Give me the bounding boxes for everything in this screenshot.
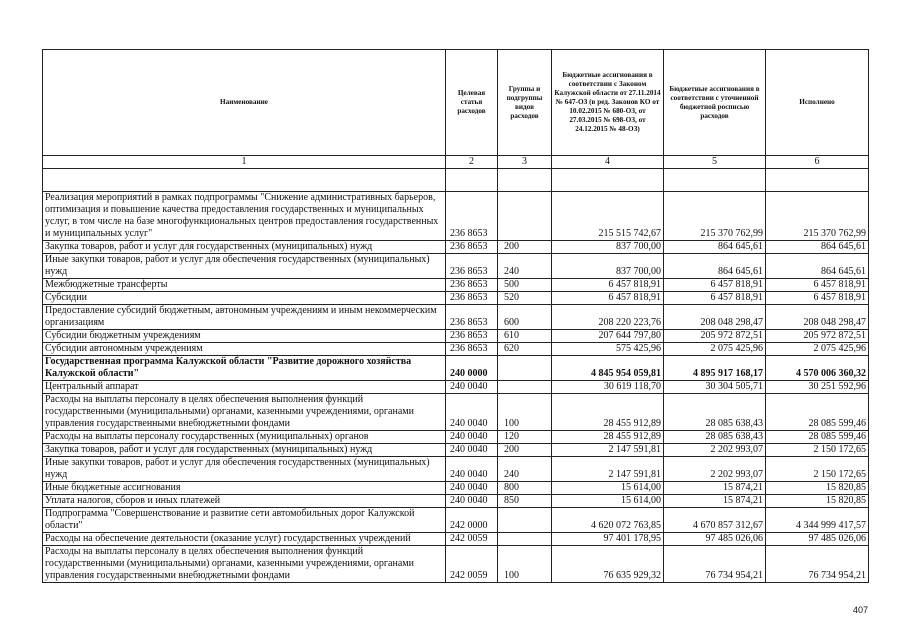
row-group-cell: 500 <box>498 279 552 292</box>
row-refined-cell: 205 972 872,51 <box>664 330 766 343</box>
row-refined-cell: 2 075 425,96 <box>664 343 766 356</box>
row-refined-cell: 2 202 993,07 <box>664 444 766 457</box>
row-refined-cell: 4 670 857 312,67 <box>664 508 766 533</box>
row-code-cell: 236 8653 <box>446 241 498 254</box>
row-group-cell: 600 <box>498 305 552 330</box>
row-name-cell: Иные закупки товаров, работ и услуг для обеспечения государственных (муниципальных) нужд <box>43 254 446 279</box>
row-name-cell: Иные закупки товаров, работ и услуг для обеспечения государственных (муниципальных) нужд <box>43 457 446 482</box>
table-row <box>43 482 869 495</box>
row-executed-cell: 15 820,85 <box>766 495 869 508</box>
row-law-cell: 30 619 118,70 <box>552 381 664 394</box>
row-name-cell: Субсидии бюджетным учреждениям <box>43 330 446 343</box>
row-executed-cell: 864 645,61 <box>766 254 869 279</box>
row-executed-cell: 6 457 818,91 <box>766 279 869 292</box>
row-executed-cell: 864 645,61 <box>766 241 869 254</box>
row-group-cell: 520 <box>498 292 552 305</box>
row-code-cell: 240 0040 <box>446 482 498 495</box>
column-number: 5 <box>664 156 766 169</box>
row-code-cell: 240 0040 <box>446 381 498 394</box>
row-refined-cell: 2 202 993,07 <box>664 457 766 482</box>
row-executed-cell: 4 344 999 417,57 <box>766 508 869 533</box>
table-row <box>43 241 869 254</box>
header-executed: Исполнено <box>766 50 869 156</box>
row-code-cell: 240 0040 <box>446 457 498 482</box>
row-group-cell <box>498 356 552 381</box>
header-law-allocations: Бюджетные ассигнования в соответствии с Законом Калужской области от 27.11.2014 № 647-ОЗ (в ред. Законов КО от 10.02.2015 № 680-ОЗ, от 27.03.2015 № 698-ОЗ, от 24.12.2015 № 48-ОЗ) <box>552 50 664 156</box>
table-body <box>43 192 869 583</box>
table-row <box>43 508 869 533</box>
row-executed-cell: 215 370 762,99 <box>766 192 869 241</box>
row-law-cell: 837 700,00 <box>552 254 664 279</box>
row-group-cell: 240 <box>498 254 552 279</box>
row-law-cell: 215 515 742,67 <box>552 192 664 241</box>
table-row <box>43 457 869 482</box>
row-name-cell: Реализация мероприятий в рамках подпрограммы "Снижение административных барьеров, оптимизация и повышение качества предоставления государственных и муниципальных услуг, в том числе на базе многофункциональных центров предоставления государственных и муниципальных услуг" <box>43 192 446 241</box>
row-name-cell: Закупка товаров, работ и услуг для государственных (муниципальных) нужд <box>43 241 446 254</box>
table-row <box>43 431 869 444</box>
row-group-cell: 100 <box>498 394 552 431</box>
row-name-cell: Уплата налогов, сборов и иных платежей <box>43 495 446 508</box>
row-refined-cell: 864 645,61 <box>664 254 766 279</box>
row-executed-cell: 2 150 172,65 <box>766 457 869 482</box>
row-name-cell: Расходы на выплаты персоналу в целях обеспечения выполнения функций государственными (муниципальными) органами, казенными учреждениями, органами управления государственными внебюджетными фондами <box>43 546 446 583</box>
row-executed-cell: 2 075 425,96 <box>766 343 869 356</box>
row-law-cell: 2 147 591,81 <box>552 457 664 482</box>
row-refined-cell: 6 457 818,91 <box>664 279 766 292</box>
table-row <box>43 305 869 330</box>
row-name-cell: Расходы на выплаты персоналу государственных (муниципальных) органов <box>43 431 446 444</box>
row-code-cell: 236 8653 <box>446 279 498 292</box>
row-law-cell: 15 614,00 <box>552 495 664 508</box>
header-refined-allocations: Бюджетные ассигнования в соответствии с уточненной бюджетной росписью расходов <box>664 50 766 156</box>
row-executed-cell: 97 485 026,06 <box>766 533 869 546</box>
table-header-row <box>43 50 869 156</box>
row-executed-cell: 6 457 818,91 <box>766 292 869 305</box>
row-group-cell <box>498 192 552 241</box>
row-group-cell: 200 <box>498 241 552 254</box>
table-row <box>43 343 869 356</box>
row-executed-cell: 28 085 599,46 <box>766 394 869 431</box>
empty-cell <box>552 169 664 192</box>
row-refined-cell: 15 874,21 <box>664 495 766 508</box>
row-law-cell: 837 700,00 <box>552 241 664 254</box>
row-code-cell: 236 8653 <box>446 292 498 305</box>
row-law-cell: 28 455 912,89 <box>552 431 664 444</box>
row-group-cell: 850 <box>498 495 552 508</box>
empty-cell <box>664 169 766 192</box>
empty-cell <box>766 169 869 192</box>
row-code-cell: 236 8653 <box>446 254 498 279</box>
row-refined-cell: 215 370 762,99 <box>664 192 766 241</box>
row-law-cell: 4 620 072 763,85 <box>552 508 664 533</box>
row-name-cell: Расходы на обеспечение деятельности (оказание услуг) государственных учреждений <box>43 533 446 546</box>
row-code-cell: 242 0059 <box>446 533 498 546</box>
row-code-cell: 236 8653 <box>446 343 498 356</box>
row-code-cell: 242 0059 <box>446 546 498 583</box>
budget-table <box>42 49 869 583</box>
row-law-cell: 2 147 591,81 <box>552 444 664 457</box>
row-law-cell: 208 220 223,76 <box>552 305 664 330</box>
header-target-article: Целевая статья расходов <box>446 50 498 156</box>
row-code-cell: 240 0000 <box>446 356 498 381</box>
row-code-cell: 240 0040 <box>446 495 498 508</box>
row-group-cell <box>498 381 552 394</box>
row-executed-cell: 15 820,85 <box>766 482 869 495</box>
table-row <box>43 279 869 292</box>
column-number: 6 <box>766 156 869 169</box>
column-number: 2 <box>446 156 498 169</box>
row-group-cell: 610 <box>498 330 552 343</box>
row-refined-cell: 28 085 638,43 <box>664 431 766 444</box>
spacer-row <box>43 169 869 192</box>
row-name-cell: Государственная программа Калужской области "Развитие дорожного хозяйства Калужской области" <box>43 356 446 381</box>
budget-document <box>42 49 868 583</box>
row-executed-cell: 4 570 006 360,32 <box>766 356 869 381</box>
column-number: 4 <box>552 156 664 169</box>
page-number: 407 <box>852 605 868 615</box>
row-law-cell: 6 457 818,91 <box>552 292 664 305</box>
row-code-cell: 242 0000 <box>446 508 498 533</box>
row-law-cell: 575 425,96 <box>552 343 664 356</box>
row-name-cell: Предоставление субсидий бюджетным, автономным учреждениям и иным некоммерческим организациям <box>43 305 446 330</box>
row-code-cell: 240 0040 <box>446 431 498 444</box>
row-executed-cell: 205 972 872,51 <box>766 330 869 343</box>
row-law-cell: 28 455 912,89 <box>552 394 664 431</box>
row-law-cell: 97 401 178,95 <box>552 533 664 546</box>
table-row <box>43 254 869 279</box>
row-group-cell: 620 <box>498 343 552 356</box>
header-name: Наименование <box>43 50 446 156</box>
empty-cell <box>43 169 446 192</box>
table-row <box>43 533 869 546</box>
row-code-cell: 240 0040 <box>446 444 498 457</box>
header-expense-groups: Группы и подгруппы видов расходов <box>498 50 552 156</box>
column-number-row <box>43 156 869 169</box>
row-law-cell: 15 614,00 <box>552 482 664 495</box>
row-refined-cell: 864 645,61 <box>664 241 766 254</box>
row-name-cell: Расходы на выплаты персоналу в целях обеспечения выполнения функций государственными (муниципальными) органами, казенными учреждениями, органами управления государственными внебюджетными фондами <box>43 394 446 431</box>
row-code-cell: 236 8653 <box>446 330 498 343</box>
row-group-cell: 200 <box>498 444 552 457</box>
column-number: 3 <box>498 156 552 169</box>
row-name-cell: Межбюджетные трансферты <box>43 279 446 292</box>
row-name-cell: Подпрограмма "Совершенствование и развитие сети автомобильных дорог Калужской области" <box>43 508 446 533</box>
row-code-cell: 240 0040 <box>446 394 498 431</box>
table-row <box>43 394 869 431</box>
row-name-cell: Субсидии автономным учреждениям <box>43 343 446 356</box>
row-executed-cell: 2 150 172,65 <box>766 444 869 457</box>
table-row <box>43 356 869 381</box>
column-number: 1 <box>43 156 446 169</box>
row-code-cell: 236 8653 <box>446 305 498 330</box>
row-group-cell <box>498 508 552 533</box>
table-row <box>43 546 869 583</box>
row-refined-cell: 76 734 954,21 <box>664 546 766 583</box>
row-code-cell: 236 8653 <box>446 192 498 241</box>
row-refined-cell: 208 048 298,47 <box>664 305 766 330</box>
row-refined-cell: 15 874,21 <box>664 482 766 495</box>
row-refined-cell: 4 895 917 168,17 <box>664 356 766 381</box>
row-law-cell: 4 845 954 059,81 <box>552 356 664 381</box>
row-name-cell: Иные бюджетные ассигнования <box>43 482 446 495</box>
row-executed-cell: 30 251 592,96 <box>766 381 869 394</box>
row-law-cell: 207 644 797,80 <box>552 330 664 343</box>
table-row <box>43 495 869 508</box>
empty-cell <box>446 169 498 192</box>
row-group-cell: 120 <box>498 431 552 444</box>
row-group-cell: 800 <box>498 482 552 495</box>
table-row <box>43 192 869 241</box>
table-row <box>43 381 869 394</box>
row-executed-cell: 76 734 954,21 <box>766 546 869 583</box>
empty-cell <box>498 169 552 192</box>
row-executed-cell: 208 048 298,47 <box>766 305 869 330</box>
row-refined-cell: 6 457 818,91 <box>664 292 766 305</box>
row-law-cell: 76 635 929,32 <box>552 546 664 583</box>
row-name-cell: Центральный аппарат <box>43 381 446 394</box>
row-law-cell: 6 457 818,91 <box>552 279 664 292</box>
row-executed-cell: 28 085 599,46 <box>766 431 869 444</box>
row-group-cell <box>498 533 552 546</box>
row-refined-cell: 28 085 638,43 <box>664 394 766 431</box>
table-row <box>43 330 869 343</box>
table-row <box>43 292 869 305</box>
row-name-cell: Закупка товаров, работ и услуг для государственных (муниципальных) нужд <box>43 444 446 457</box>
row-refined-cell: 30 304 505,71 <box>664 381 766 394</box>
row-name-cell: Субсидии <box>43 292 446 305</box>
table-row <box>43 444 869 457</box>
row-group-cell: 100 <box>498 546 552 583</box>
row-refined-cell: 97 485 026,06 <box>664 533 766 546</box>
row-group-cell: 240 <box>498 457 552 482</box>
